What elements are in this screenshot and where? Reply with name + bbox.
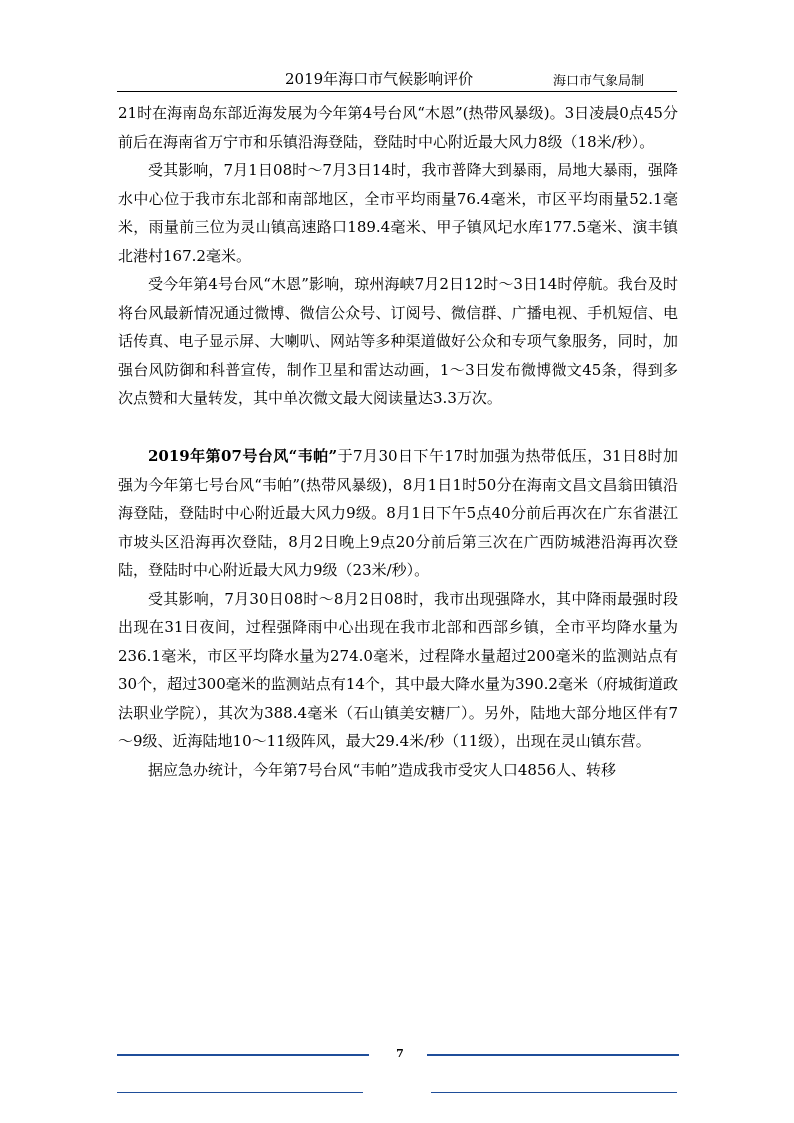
footer-rule-right-lower — [431, 1092, 677, 1093]
paragraph-mun-rainfall: 受其影响，7月1日08时～7月3日14时，我市普降大到暴雨，局地大暴雨，强降水中心位于我市东北部和南部地区，全市平均雨量76.4毫米，市区平均雨量52.1毫米，雨量前三位为灵山镇高速路口189.4毫米、甲子镇风圮水库177.5毫米、演丰镇北港村167.2毫米。 — [118, 161, 678, 265]
paragraph-gap — [118, 413, 678, 442]
footer-rule-left — [117, 1054, 369, 1056]
paragraph-wipha-landfall — [118, 442, 678, 585]
document-body — [118, 99, 678, 785]
paragraph-mun-landfall: 21时在海南岛东部近海发展为今年第4号台风“木恩”(热带风暴级)。3日凌晨0点45分前后在海南省万宁市和乐镇沿海登陆，登陆时中心附近最大风力8级（18米/秒）。 — [118, 104, 678, 151]
header-title: 2019年海口市气候影响评价 — [285, 70, 474, 88]
footer-rule-right — [427, 1054, 679, 1056]
page-header — [117, 64, 677, 90]
typhoon-wipha-text: 于7月30日下午17时加强为热带低压，31日8时加强为今年第七号台风“韦帕”(热带风暴级)，8月1日1时50分在海南文昌文昌翁田镇沿海登陆，登陆时中心附近最大风力9级。8月1日下午5点40分前后再次在广东省湛江市坡头区沿海再次登陆，8月2日晚上9点20分前后第三次在广西防城港沿海再次登陆，登陆时中心附近最大风力9级（23米/秒）。 — [118, 447, 678, 580]
paragraph-mun-service: 受今年第4号台风“木恩”影响，琼州海峡7月2日12时～3日14时停航。我台及时将台风最新情况通过微博、微信公众号、订阅号、微信群、广播电视、手机短信、电话传真、电子显示屏、大喇叭、网站等多种渠道做好公众和专项气象服务，同时，加强台风防御和科普宣传，制作卫星和雷达动画，1～3日发布微博微文45条，得到多次点赞和大量转发，其中单次微文最大阅读量达3.3万次。 — [118, 275, 678, 408]
footer-rule-left-lower — [117, 1092, 363, 1093]
typhoon-wipha-heading: 2019年第07号台风“韦帕” — [148, 447, 338, 466]
header-organization: 海口市气象局制 — [553, 74, 645, 89]
page-number: 7 — [396, 1047, 404, 1060]
header-rule — [117, 91, 677, 92]
paragraph-wipha-rainfall: 受其影响，7月30日08时～8月2日08时，我市出现强降水，其中降雨最强时段出现在31日夜间，过程强降雨中心出现在我市北部和西部乡镇，全市平均降水量为236.1毫米，市区平均降水量为274.0毫米，过程降水量超过200毫米的监测站点有30个，超过300毫米的监测站点有14个，其中最大降水量为390.2毫米（府城街道政法职业学院），其次为388.4毫米（石山镇美安糖厂）。另外，陆地大部分地区伴有7～9级、近海陆地10～11级阵风，最大29.4米/秒（11级），出现在灵山镇东营。 — [118, 589, 678, 751]
paragraph-wipha-damage: 据应急办统计，今年第7号台风“韦帕”造成我市受灾人口4856人、转移 — [148, 761, 617, 780]
